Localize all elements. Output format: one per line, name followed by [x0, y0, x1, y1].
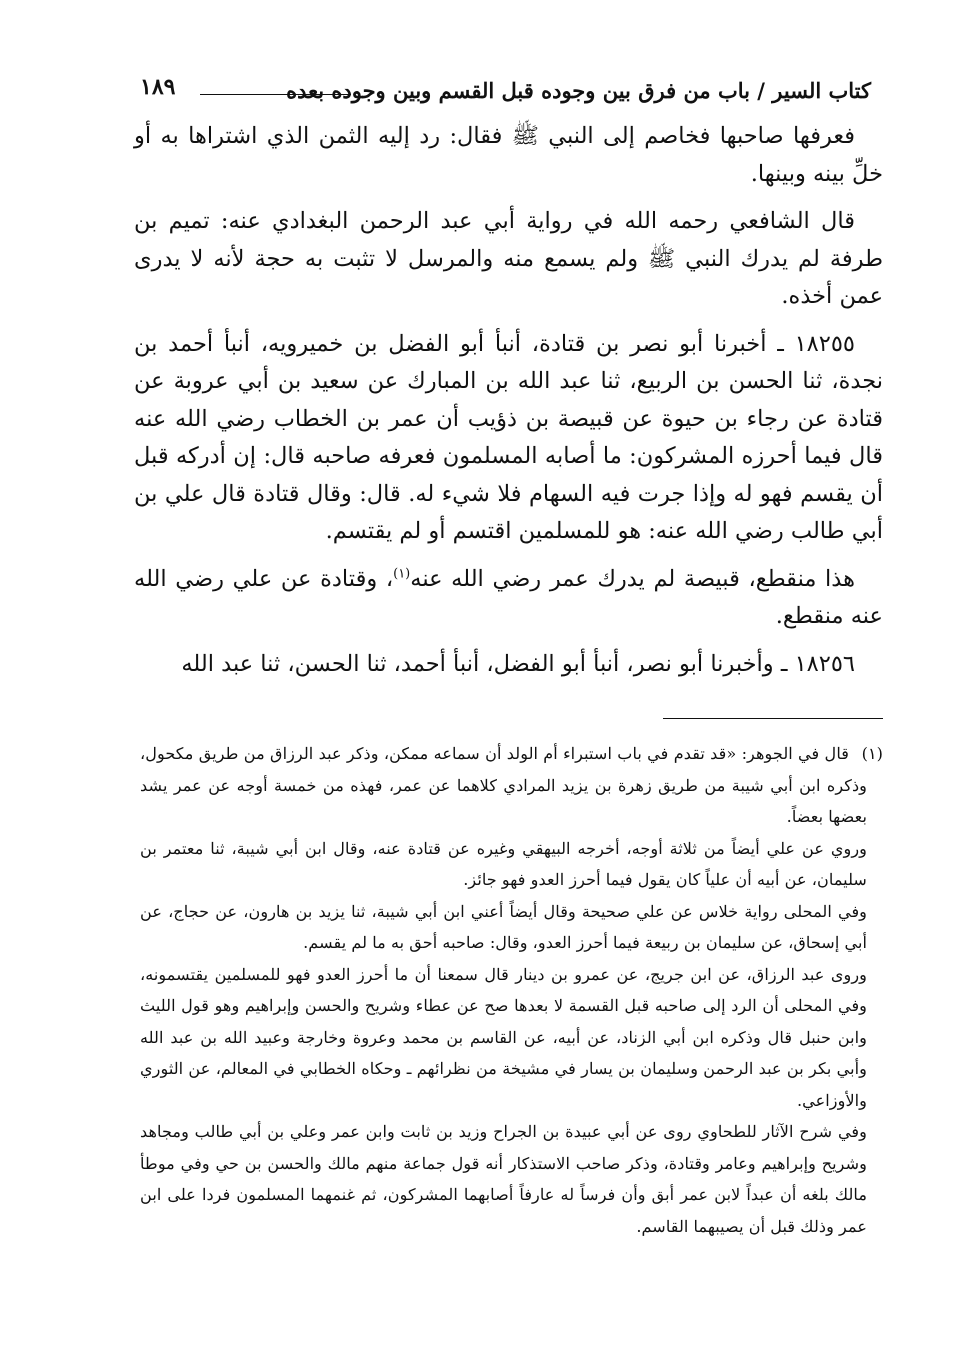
- paragraph-2: قال الشافعي رحمه الله في رواية أبي عبد الرحمن البغدادي عنه: تميم بن طرفة لم يدرك النبي ﷺ ولم يسمع منه والمرسل لا تثبت به حجة لأنه لا يدرى عمن أخذه.: [134, 208, 883, 309]
- paragraph-4: [134, 561, 883, 636]
- header-rule: [200, 94, 351, 95]
- footnote-1-paragraph-4: وروى عبد الرزاق، عن ابن جريج، عن عمرو بن دينار قال سمعنا أن ما أحرز العدو فهو للمسلمين يقتسمونه، وفي المحلى أن الرد إلى صاحبه قبل القسمة لا بعدها صح عن عطاء وشريح والحسن وإبراهيم وهو قول الليث وابن حنبل قال وذكره ابن أبي الزناد، عن أبيه، عن القاسم بن محمد وعروة وخارجة وعبيد الله بن عبد الله وأبي بكر بن عبد الرحمن وسليمان بن يسار في مشيخة من نظرائهم ـ وحكاه الخطابي في المعالم، عن الثوري والأوزاعي.: [140, 964, 867, 1110]
- footnote-reference[interactable]: (١): [393, 566, 411, 581]
- footnote-separator: [663, 718, 883, 719]
- header-title: كتاب السير / باب من فرق بين وجوده قبل القسم وبين وجوده بعده: [286, 78, 871, 103]
- paragraph-1: فعرفها صاحبها فخاصم إلى النبي ﷺ فقال: رد إليه الثمن الذي اشتراها به أو خلِّ بينه وبينها.: [134, 123, 883, 187]
- footnote-1-paragraph-5: وفي شرح الآثار للطحاوي روى عن أبي عبيدة بن الجراح وزيد بن ثابت وابن عمر وعلي بن أبي طالب ومجاهد وشريح وإبراهيم وعامر وقتادة، وذكر صاحب الاستذكار أنه قول جماعة منهم مالك والحسن بن حي وفي موطأ مالك بلغه أن عبداً لابن عمر أبق وأن فرساً له عارفاً أصابهما المشركون، ثم غنمهما المسلمون فردا على ابن عمر وذلك قبل أن يصيبهما القاسم.: [140, 1122, 867, 1236]
- paragraph-4-text-a: هذا منقطع، قبيصة لم يدرك عمر رضي الله عنه: [410, 565, 855, 592]
- footnote-1-paragraph-2: وروي عن علي أيضاً من ثلاثة أوجه، أخرجه البيهقي وغيره عن قتادة عنه، وقال ابن أبي شيبة، ثنا معتمر بن سليمان، عن أبيه أن علياً كان يقول فيما أحرز العدو فهو جائز.: [140, 838, 867, 889]
- footnote-1-paragraph-3: وفي المحلى رواية خلاس عن علي صحيحة وقال أيضاً أعني ابن أبي شيبة، ثنا يزيد بن هارون، عن حجاج، عن أبي إسحاق، عن سليمان بن ربيعة فيما أحرز العدو، وقال: صاحبه أحق به ما لم يقسم.: [140, 901, 867, 952]
- paragraph-4-text-b: ، وقتادة عن علي رضي الله عنه منقطع.: [134, 565, 883, 629]
- main-text: [134, 118, 883, 693]
- footnotes: [140, 738, 883, 1242]
- running-header: [140, 72, 871, 112]
- paragraph-hadith-18255: ١٨٢٥٥ ـ أخبرنا أبو نصر بن قتادة، أنبأ أبو الفضل بن خميرويه، أنبأ أحمد بن نجدة، ثنا الحسن بن الربيع، ثنا عبد الله بن المبارك عن سعيد بن أبي عروبة عن قتادة عن رجاء بن حيوة عن قبيصة بن ذؤيب أن عمر بن الخطاب رضي الله عنه قال فيما أحرزه المشركون: ما أصابه المسلمون فعرفه صاحبه قال: إن أدركه قبل أن يقسم فهو له وإذا جرت فيه السهام فلا شيء له. قال: وقال قتادة قال علي بن أبي طالب رضي الله عنه: هو للمسلمين اقتسم أو لم يقتسم.: [134, 330, 883, 544]
- paragraph-hadith-18256: ١٨٢٥٦ ـ وأخبرنا أبو نصر، أنبأ أبو الفضل، أنبأ أحمد، ثنا الحسن، ثنا عبد الله: [181, 650, 855, 677]
- footnote-1: [140, 738, 883, 833]
- page-number: ١٨٩: [140, 74, 176, 100]
- footnote-number: (١): [861, 744, 883, 763]
- footnote-1-text: قال في الجوهر: «قد تقدم في باب استبراء أم الولد أن سماعه ممكن، وذكر عبد الرزاق من طريق مكحول، وذكره ابن أبي شيبة من طريق زهرة بن يزيد المرادي كلاهما عن عمر، فهذه من خمسة أوجه عن عمر يشد بعضها بعضاً.: [140, 744, 867, 826]
